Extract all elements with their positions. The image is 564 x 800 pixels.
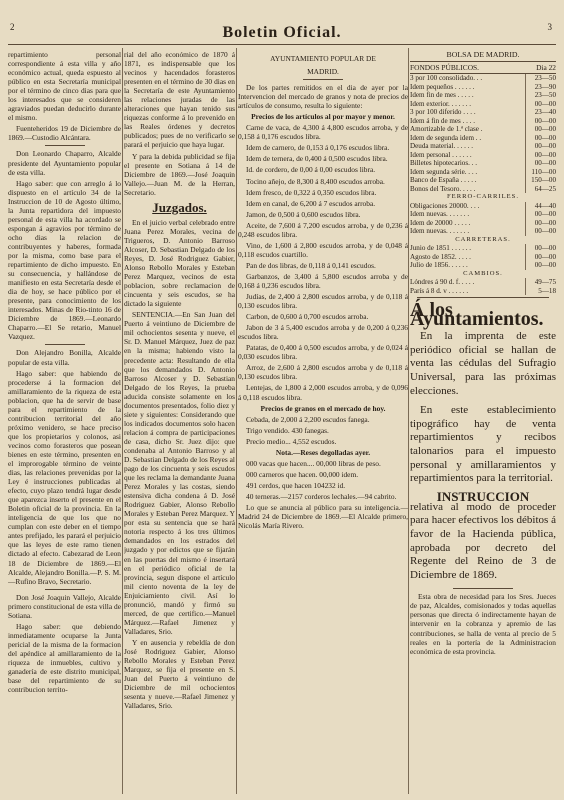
price-line: Pan de dos libras, de 0,118 á 0,141 escudos.: [246, 260, 376, 270]
row-label: Idem pequeños . . . . . .: [410, 82, 475, 91]
table-subheading: FERRO-CARRILES.: [447, 193, 519, 201]
price-line: Jabon de 3 á 5,400 escudos arroba y de 0,200 á 0,236 escudos libra.: [238, 323, 408, 342]
section-heading: MADRID.: [307, 67, 339, 77]
row-label: Banco de España . . . . .: [410, 176, 477, 185]
subheading: Precios de granos en el mercado de hoy.: [260, 403, 386, 413]
table-row: [410, 176, 556, 185]
row-value: 00—00: [525, 134, 556, 143]
paragraph: Y para la debida publicidad se fija el presente en Sotiana á 14 de Diciembre de 1869.—José Joaquin Vallejo.—Juan M. de la Herran, Secretario.: [124, 151, 235, 197]
row-value: 150—00: [525, 176, 556, 185]
column-divider: [236, 48, 237, 794]
paragraph: Hago saber: que debiendo inmediatamente ocuparse la Junta pericial de la misma de la formacion del apéndice al amillaramiento de la riqueza de inmuebles, cultivo y ganadería de este distrito municipal, base del repartimiento de su contribucion territo-: [8, 621, 121, 695]
row-value: 00—00: [525, 227, 556, 236]
row-value: 00—00: [525, 261, 556, 270]
row-label: Idem de 20000 . . . . .: [410, 218, 471, 227]
table-row: [410, 253, 556, 262]
paragraph: De los partes remitidos en el dia de ayer por la Intervencion del mercado de granos y nota de precios de artículos de consumo, resulta lo siguiente:: [238, 83, 408, 111]
paragraph: repartimiento personal correspondiente á esta villa y año económico actual, queda espuesto al público en esta Secretaría municipal por el término de cinco dias para que los interesados que se consideren agraviados puedan deducirlo durante el mismo.: [8, 50, 121, 123]
column-divider: [408, 48, 409, 794]
table-subheading: CAMBIOS.: [463, 269, 503, 277]
column-divider: [122, 48, 123, 794]
row-label: Obligaciones 20000. . . .: [410, 201, 480, 210]
row-value: 00—00: [525, 151, 556, 160]
subheading: Nota.—Reses degolladas ayer.: [275, 447, 371, 457]
paragraph: Esta obra de necesidad para los Sres. Jueces de paz, Alcaldes, comisionados y todas aquellas personas que directa ó indirectamente hayan de intervenir en la cobranza y apremio de las contribuciones, se halla de venta al precio de 5 reales en la portería de la Administracion económica de esta provincia.: [410, 592, 556, 656]
row-value: 00—00: [525, 125, 556, 134]
signature: Fuenteheridos 19 de Diciembre de 1869.—Custodio Alcántara.: [8, 124, 121, 143]
table-row: [410, 278, 556, 287]
paragraph: rial del año económico de 1870 á 1871, es indispensable que los vecinos y hacendados forasteros presenten en el término de 30 dias en la Secretaría de este Ayuntamiento las relaciones juradas de las alteraciones que hayan tenido sus riquezas conforme á lo prevenido en las Reales órdenes y decretos publicados; pues de no verificarlo se parará el perjuicio que haya lugar.: [124, 50, 235, 150]
price-line: Idem de ternera, de 0,400 á 0,500 escudos libra.: [246, 154, 388, 164]
row-value: 00—00: [525, 142, 556, 151]
row-label: Agosto de 1852. . . . .: [410, 252, 471, 261]
price-line: Idem fresco, de 0,322 á 0,350 escudos libra.: [246, 187, 377, 197]
row-label: Julio de 1856. . . . . .: [410, 261, 468, 270]
paragraph: Hago saber: que habiendo de procederse á la formacion del amillaramiento de la riqueza de esta poblacion, que ha de servir de base para el repartimiento de la contribucion territorial del año próximo venidero, se hace preciso que los propietarios y colonos, asi vecinos como forasteros que posean bienes en este término, presenten en el improrogable término de veinte dias, las relaciones prevenidas por la Ley é instrucciones publicadas al efecto, cuyo plazo tendrá lugar desde que aparezca inserto el presente en el Boletin oficial de la provincia. En la inteligencia de que los que no cumplan con este deber en el tiempo antes prefijado, les parará el perjuicio que las leyes de este ramo tienen dictado al efecto. Cabezarad de Leon 18 de Diciembre de 1869.—El Alcalde, Alejandro Bonilla.—P. S. M.—Rufino Bravo, Secretario.: [8, 368, 121, 586]
page-title: Boletin Oficial.: [222, 24, 342, 41]
table-row: [410, 100, 556, 109]
instruccion-title: INSTRUCCION: [436, 488, 530, 504]
bolsa-title: BOLSA DE MADRID.: [446, 50, 520, 59]
row-value: 64—25: [525, 185, 556, 194]
price-line: Tocino añejo, de 8,300 á 8,400 escudos arroba.: [246, 176, 385, 186]
price-line: Idem de carnero, de 0,153 á 0,176 escudos libra.: [246, 143, 390, 153]
table-row: [410, 125, 556, 134]
table-row: [410, 91, 556, 100]
price-line: 40 terneras.—2157 corderos lechales.—94 cabrito.: [246, 491, 397, 501]
table-row: [410, 219, 556, 228]
row-value: 00—00: [525, 117, 556, 126]
price-line: 491 cerdos, que hacen 104232 id.: [246, 480, 346, 490]
notice-paragraph: En la imprenta de este periódico oficial se hallan de venta las cédulas del Sufragio Universal, para las próximas elecciones.: [410, 330, 556, 397]
row-value: 00—00: [525, 253, 556, 262]
row-value: 49—75: [525, 278, 556, 287]
table-row: [410, 185, 556, 194]
cambios-table: [410, 278, 556, 295]
notice-paragraph: En este establecimiento tipográfico hay de venta repartimientos y recibos talonarios para el impuesto personal y amillaramientos y repartimientos para la territorial.: [410, 404, 556, 485]
separator: [45, 145, 85, 146]
dia-label: Dia 22: [536, 63, 556, 73]
price-line: Arroz, de 2,600 á 2,800 escudos arroba y de 0,118 á 0,130 escudos libra.: [238, 363, 408, 382]
fondos-label: FONDOS PÚBLICOS.: [410, 63, 479, 73]
header-rule: [8, 44, 556, 45]
column-2: [124, 50, 235, 794]
row-value: 44—40: [525, 202, 556, 211]
table-row: [410, 108, 556, 117]
notice-small: [410, 592, 556, 655]
table-row: [410, 151, 556, 160]
row-label: Billetes hipotecarios. . .: [410, 159, 477, 168]
row-label: Idem segunda série. . . .: [410, 167, 478, 176]
row-value: 00—00: [525, 219, 556, 228]
page-number: 2: [10, 22, 15, 32]
price-line: Vino, de 1,600 á 2,800 escudos arroba, y de 0,048 á 0,118 escudos cuartillo.: [238, 240, 408, 259]
table-row: [410, 227, 556, 236]
table-row: [410, 74, 556, 83]
ayuntamientos-title: Á los Ayuntamientos.: [410, 299, 544, 331]
subheading: Precios de los artículos al por mayor y menor.: [251, 112, 395, 122]
row-value: 23—50: [525, 91, 556, 100]
table-row: [410, 117, 556, 126]
row-label: Idem nuevas. . . . . . .: [410, 227, 470, 236]
section-title: Juzgados.: [152, 199, 207, 215]
paragraph: Don Alejandro Bonilla, Alcalde popular de esta villa.: [8, 348, 121, 367]
row-label: Amortizable de 1.ª clase .: [410, 125, 483, 134]
row-label: París á 8 d. v . . . . . .: [410, 286, 469, 295]
fondos-table: [410, 74, 556, 193]
row-label: Idem personal . . . . . .: [410, 150, 472, 159]
page-mark: 3: [547, 22, 552, 32]
row-label: Idem de segunda idem . .: [410, 133, 482, 142]
table-row: [410, 134, 556, 143]
ferro-table: [410, 202, 556, 236]
paragraph: En el juicio verbal celebrado entre Juana Perez Morales, vecina de Trigueros, D. Antonio Barroso Alcoser, D. Sebastian Delgado de los Reyes, D. José Rodriguez Gabier, Alonso Rebollo Morales y Esteban Perez Marquez, vecinos de esta poblacion, sobre reclamacion de cincuenta y seis escudos, se ha dictado la siguiente: [124, 217, 235, 309]
notice-paragraph: relativa al modo de proceder para hacer efectivos los débitos á favor de la Hacienda pública, aprobada por decreto del Regente del Reino de 3 de Diciembre de 1869.: [410, 500, 556, 581]
row-label: Deuda material. . . . . .: [410, 142, 474, 151]
price-line: Aceite, de 7,600 á 7,200 escudos arroba, y de 0,236 á 0,248 escudos libra.: [238, 220, 408, 239]
row-value: 00—00: [525, 244, 556, 253]
row-label: Idem á fin de mes . . . .: [410, 116, 476, 125]
paragraph: Y en ausencia y rebeldía de don José Rodriguez Gabier, Alonso Rebollo Morales y Esteban Perez Marquez, se fija el presente en S. Juan del Puerto á veintiuno de Diciembre de mil ochocientos sesenta y nueve.—Rafael Jimenez y Valladares, Srio.: [124, 637, 235, 711]
row-value: 23—40: [525, 108, 556, 117]
price-line: 000 vacas que hacen.... 00,000 libras de peso.: [246, 458, 381, 468]
section-heading: AYUNTAMIENTO POPULAR DE: [270, 54, 376, 63]
table-row: [410, 244, 556, 253]
price-line: Garbanzos, de 3,400 á 5,800 escudos arroba y de 0,168 á 0,236 escudos libra.: [238, 271, 408, 290]
column-1: [8, 50, 121, 794]
row-label: 3 por 100 diferido . . . .: [410, 108, 476, 117]
table-row: [410, 83, 556, 92]
row-label: Bonos del Tesoro. . . . .: [410, 184, 476, 193]
table-row: [410, 202, 556, 211]
table-row: [410, 168, 556, 177]
price-line: Precio medio... 4,552 escudos.: [246, 436, 337, 446]
paragraph: Lo que se anuncia al público para su inteligencia.—Madrid 24 de Diciembre de 1869.—El Alcalde primero, Nicolás María Rivero.: [238, 502, 408, 531]
price-line: Judías, de 2,400 á 2,800 escudos arroba, y de 0,118 á 0,130 escudos libra.: [238, 292, 408, 311]
row-value: 23—90: [525, 83, 556, 92]
row-label: Idem nuevas. . . . . . .: [410, 210, 470, 219]
separator: [453, 588, 513, 589]
price-line: Id. de cordero, de 0,00 á 0,00 escudos libra.: [246, 165, 376, 175]
row-label: Lóndres á 90 d. f. . . . .: [410, 278, 475, 287]
row-value: 00—00: [525, 210, 556, 219]
column-4: [410, 50, 556, 794]
price-line: Trigo vendido. 430 fanegas.: [246, 425, 329, 435]
separator: [417, 297, 548, 298]
row-value: 5—18: [525, 287, 556, 296]
row-value: 00—00: [525, 100, 556, 109]
separator: [45, 589, 85, 590]
separator: [45, 344, 85, 345]
paragraph: Hago saber: que con arreglo á lo dispuesto en el artículo 34 de la Instruccion de 10 de Agosto último, la Junta repartidora del impuesto personal de esta villa ha acordado se espongan á agravios por término de ocho dias la relacion de contribuyentes y haberes, formada por la misma, como base para el repartimiento de dicho impuesto. En su consecuencia, y hallándose de manifiesto en esta Secretaría desde el dia de hoy, se hace público por el presente, para conocimiento de los interesados. Minas de Rio-tinto 16 de Diciembre de 1869.—Leonardo Chaparro.—El Se retario, Manuel Vazquez.: [8, 178, 121, 342]
price-line: Jamon, de 0,500 á 0,600 escudos libra.: [246, 209, 361, 219]
row-value: 110—00: [525, 168, 556, 177]
price-line: Cebada, de 2,000 á 2,200 escudos fanega.: [246, 414, 370, 424]
column-3: [238, 50, 408, 794]
price-line: Carbon, de 0,600 á 0,700 escudos arroba.: [246, 312, 369, 322]
row-label: Junio de 1851 . . . . . .: [410, 244, 472, 253]
table-row: [410, 159, 556, 168]
price-line: Patatas, de 0,400 á 0,500 escudos arroba, y de 0,024 á 0,030 escudos libra.: [238, 343, 408, 362]
fondos-header: [410, 61, 556, 74]
price-line: 000 carneros que hacen. 00,000 idem.: [246, 469, 359, 479]
row-value: 23—50: [525, 74, 556, 83]
row-label: 3 por 100 consolidado. . .: [410, 74, 483, 83]
separator: [303, 79, 343, 80]
carreteras-table: [410, 244, 556, 270]
row-label: Idem exterior. . . . . . .: [410, 99, 472, 108]
price-line: Lentejas, de 1,800 á 2,000 escudos arroba, y de 0,096 á 0,118 escudos libra.: [238, 383, 408, 402]
row-value: 00—00: [525, 159, 556, 168]
page-header: [0, 0, 564, 48]
table-row: [410, 142, 556, 151]
price-line: Carne de vaca, de 4,300 á 4,800 escudos arroba, y de 0,158 á 0,176 escudos libra.: [238, 123, 408, 142]
row-label: Idem fin de mes . . . . .: [410, 91, 474, 100]
paragraph: SENTENCIA.—En San Juan del Puerto á veintiuno de Diciembre de mil ochocientos sesenta y nueve, el Sr. D. Manuel Márquez, Juez de paz en la misma; habiendo visto la precedente acta: Resultando de ella que los demandados D. Antonio Barroso Alcoser y D. Sebastian Delgado de los Reyes, la prueba aducida consiste solamente en los documentos presentados, folio diez y siete y siguientes: Considerando que los indicados documentos solo hacen relacion á compra de participaciones de casa, dicho Sr. Juez dijo: que condenaba al Antonio Barroso y al D. Sebastian Delgado de los Reyes al pago de los cincuenta y seis escudos que les reclama la demandante Juana Perez Morales y las costas, siendo estensiva dicha condena á D. José Rodriguez Gabier, Alonso Rebollo Morales y Esteban Perez Marquez. Y por esta su sentencia que se hará notoria respecto á los tres últimos demandados en los estrados del juzgado y por edictos que se fijarán en las puertas del mismo é insertará en el periódico oficial de la provincia, segun dispone el artículo mil ciento noventa de la ley de Enjuiciamiento civil. Así lo pronunció, mandó y firmó su merced, de que certifico.—Manuel Márquez.—Rafael Jimenez y Valladares, Srio.: [124, 310, 235, 636]
price-line: Idem en canal, de 6,200 á 7 escudos arroba.: [246, 198, 376, 208]
table-row: [410, 261, 556, 270]
table-subheading: CARRETERAS.: [455, 235, 511, 243]
table-row: [410, 210, 556, 219]
table-row: [410, 287, 556, 296]
paragraph: Don José Joaquin Vallejo, Alcalde primero constitucional de esta villa de Sotiana.: [8, 592, 121, 620]
paragraph: Don Leonardo Chaparro, Alcalde presidente del Ayuntamiento popular de esta villa.: [8, 149, 121, 177]
notice-block: [410, 501, 556, 583]
notice-block: [410, 330, 556, 486]
